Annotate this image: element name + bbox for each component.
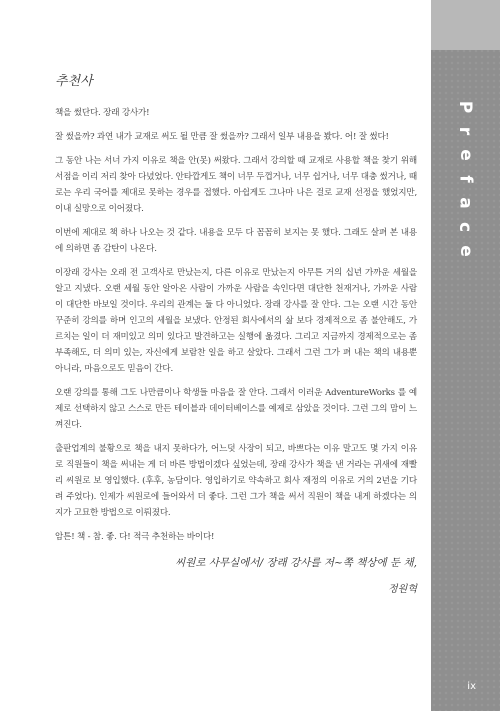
title-letter: e: [455, 245, 476, 257]
paragraph: 오랜 강의를 통해 그도 나만큼이나 학생들 마음을 잘 안다. 그래서 이러운 AdventureWorks 를 예제로 선택하지 않고 스스로 만든 테이블과 데이터베이스를 예제로 삼았을 것이다. 그런 그의 맘이 느껴진다.: [55, 388, 417, 430]
title-letter: P: [455, 100, 476, 114]
preface-vertical-title: [431, 95, 500, 263]
paragraph: 출판업계의 불황으로 책을 내지 못하다가, 어느덧 사장이 되고, 바쁘다는 이유 말고도 몇 가지 이유로 직원들이 책을 써내는 게 더 바른 방법이겠다 싶었는데, 장래 강사가 책을 낸 거라는 귀새에 재빨리 씨원로 보 영입했다. (후후, 농담이다. 영입하기로 약속하고 회사 재정의 이유로 거의 2년을 기다려 주었다). 인제가 씨원로에 들어와서 더 좋다. 그런 그가 책을 써서 직원이 책을 내게 하겠다는 의지가 고묘한 방법으로 이뤄졌다.: [55, 444, 417, 518]
paragraph: 이번에 제대로 책 하나 나오는 것 같다. 내용을 모두 다 꼼꼼히 보지는 못 했다. 그래도 살펴 본 내용에 의하면 좀 감탄이 나온다.: [55, 228, 417, 254]
title-letter: a: [455, 197, 476, 209]
preface-content: [55, 70, 417, 595]
title-letter: e: [455, 149, 476, 161]
title-letter: f: [455, 175, 476, 183]
signature-name: 정원혁: [388, 584, 417, 595]
paragraph: 암튼! 책 - 참. 좋. 다! 적극 추천하는 바이다!: [55, 532, 215, 542]
paragraph: 이장래 강사는 오래 전 고객사로 만났는지, 다른 이유로 만났는지 아무튼 거의 십년 가까운 세월을 알고 지냈다. 오랜 세월 동안 알아온 사람이 가까운 사람을 속인다면 대단한 천재거나, 가까운 사람이 대단한 바보일 것이다. 우리의 관계는 둘 다 아니었다. 장래 강사를 잘 안다. 그는 오랜 시간 동안 꾸준히 강의를 하며 인고의 세월을 보냈다. 안정된 회사에서의 삶 보다 경제적으로 좀 불안해도, 가르치는 일이 더 재미있고 의미 있다고 발견하고는 실행에 옮겼다. 그리고 지금까지 경제적으로는 좀 부족해도, 더 의미 있는, 자신에게 보람찬 일을 하고 살았다. 그래서 그런 그가 펴 내는 책의 내용뿐 아니라, 마음으로도 믿음이 간다.: [55, 268, 417, 374]
page-heading: 추천사: [55, 74, 93, 89]
paragraph: 책을 썼단다. 장래 강사가!: [55, 108, 150, 118]
signature-line: 씨원로 사무실에서/ 장래 강사를 저~쪽 책상에 둔 채,: [175, 557, 417, 569]
paragraph: 그 동안 나는 서너 가지 이유로 책을 안(못) 써왔다. 그래서 강의할 때 교재로 사용할 책을 찾기 위해 서점을 이리 저리 찾아 다녔었다. 안타깝게도 책이 너무 두껍거나, 너무 쉽거나, 너무 대충 썼거나, 때로는 우리 국어를 제대로 못하는 경우를 접했다. 아쉽게도 그나마 나은 걸로 교재 선정을 했었지만, 이내 실망으로 이어졌다.: [55, 156, 417, 214]
paragraph: 잘 썼을까? 과연 내가 교재로 써도 될 만큼 잘 썼을까? 그래서 일부 내용을 봤다. 어! 잘 썼다!: [55, 132, 389, 142]
chapter-sidebar: [431, 0, 500, 711]
sidebar-top-band: [431, 0, 500, 50]
title-letter: c: [455, 221, 476, 233]
page-number: ix: [467, 681, 476, 692]
title-letter: r: [455, 126, 476, 136]
